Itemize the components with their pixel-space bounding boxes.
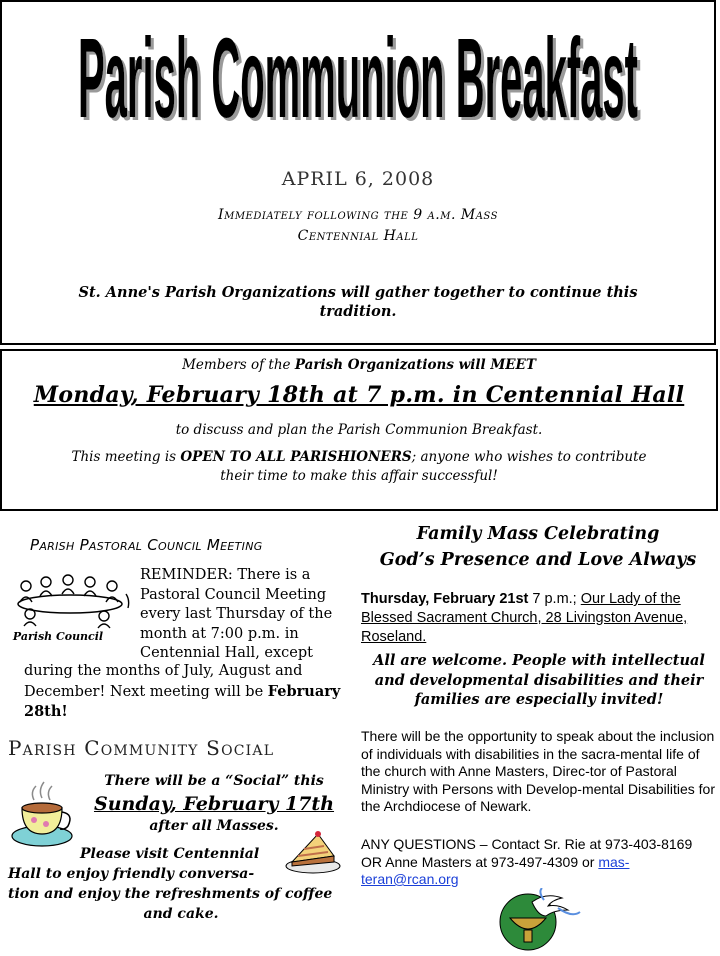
event-date: APRIL 6, 2008 bbox=[281, 168, 435, 190]
social-title: Parish Community Social bbox=[8, 736, 275, 760]
page-title bbox=[0, 0, 716, 138]
council-reminder-cont: during the months of July, August and December! Next meeting will be February 28th! bbox=[24, 663, 341, 720]
social-intro: There will be a “Social” this bbox=[104, 773, 324, 789]
event-tradition: St. Anne's Parish Organizations will gather together to continue this tradition. bbox=[78, 284, 638, 320]
pastoral-council-title: Parish Pastoral Council Meeting bbox=[30, 536, 263, 554]
social-after: after all Masses. bbox=[149, 818, 279, 834]
dove-chalice-icon bbox=[498, 888, 588, 952]
event-time: Immediately following the 9 a.m. Mass bbox=[218, 207, 498, 223]
family-mass-opportunity: There will be the opportunity to speak about the inclusion of individuals with disabilities in the sacra-mental life of the church with Anne Masters, Direc-tor of Pastoral Ministry with Persons with Develop-mental Disabilities for the Archdiocese of Newark. bbox=[361, 728, 716, 814]
meeting-open-note: This meeting is OPEN TO ALL PARISHIONERS; anyone who wishes to contribute their time to make this affair successful! bbox=[71, 449, 647, 484]
family-mass-questions: ANY QUESTIONS – Contact Sr. Rie at 973-403-8169 OR Anne Masters at 973-497-4309 or mas-teran@rcan.org bbox=[361, 836, 693, 887]
parish-council-icon bbox=[8, 574, 136, 646]
council-reminder: REMINDER: There is a Pastoral Council Meeting every last Thursday of the month at 7:00 p.m. in Centennial Hall, except bbox=[140, 567, 333, 661]
family-mass-welcome: All are welcome. People with intellectual and developmental disabilities and their families are especially invited! bbox=[373, 652, 705, 708]
title-text: Parish Communion Breakfast bbox=[78, 16, 639, 138]
event-place: Centennial Hall bbox=[297, 228, 419, 244]
social-details: Please visit Centennial Hall to enjoy friendly conversa- tion and enjoy the refreshments of coffee and cake. bbox=[8, 846, 333, 922]
meeting-intro: Members of the Parish Organizations will MEET bbox=[182, 357, 536, 373]
coffee-cup-icon bbox=[8, 778, 78, 850]
social-date: Sunday, February 17th bbox=[93, 793, 335, 815]
family-mass-date: Thursday, February 21st 7 p.m.; Our Lady of the Blessed Sacrament Church, 28 Livingston Avenue, Roseland. bbox=[361, 591, 688, 645]
meeting-date: Monday, February 18th at 7 p.m. in Centennial Hall bbox=[33, 382, 685, 408]
family-mass-title: Family Mass Celebrating God’s Presence and Love Always bbox=[379, 524, 697, 570]
council-caption: Parish Council bbox=[12, 630, 104, 643]
email-link[interactable]: mas-teran@rcan.org bbox=[361, 853, 630, 887]
meeting-purpose: to discuss and plan the Parish Communion Breakfast. bbox=[175, 422, 543, 438]
